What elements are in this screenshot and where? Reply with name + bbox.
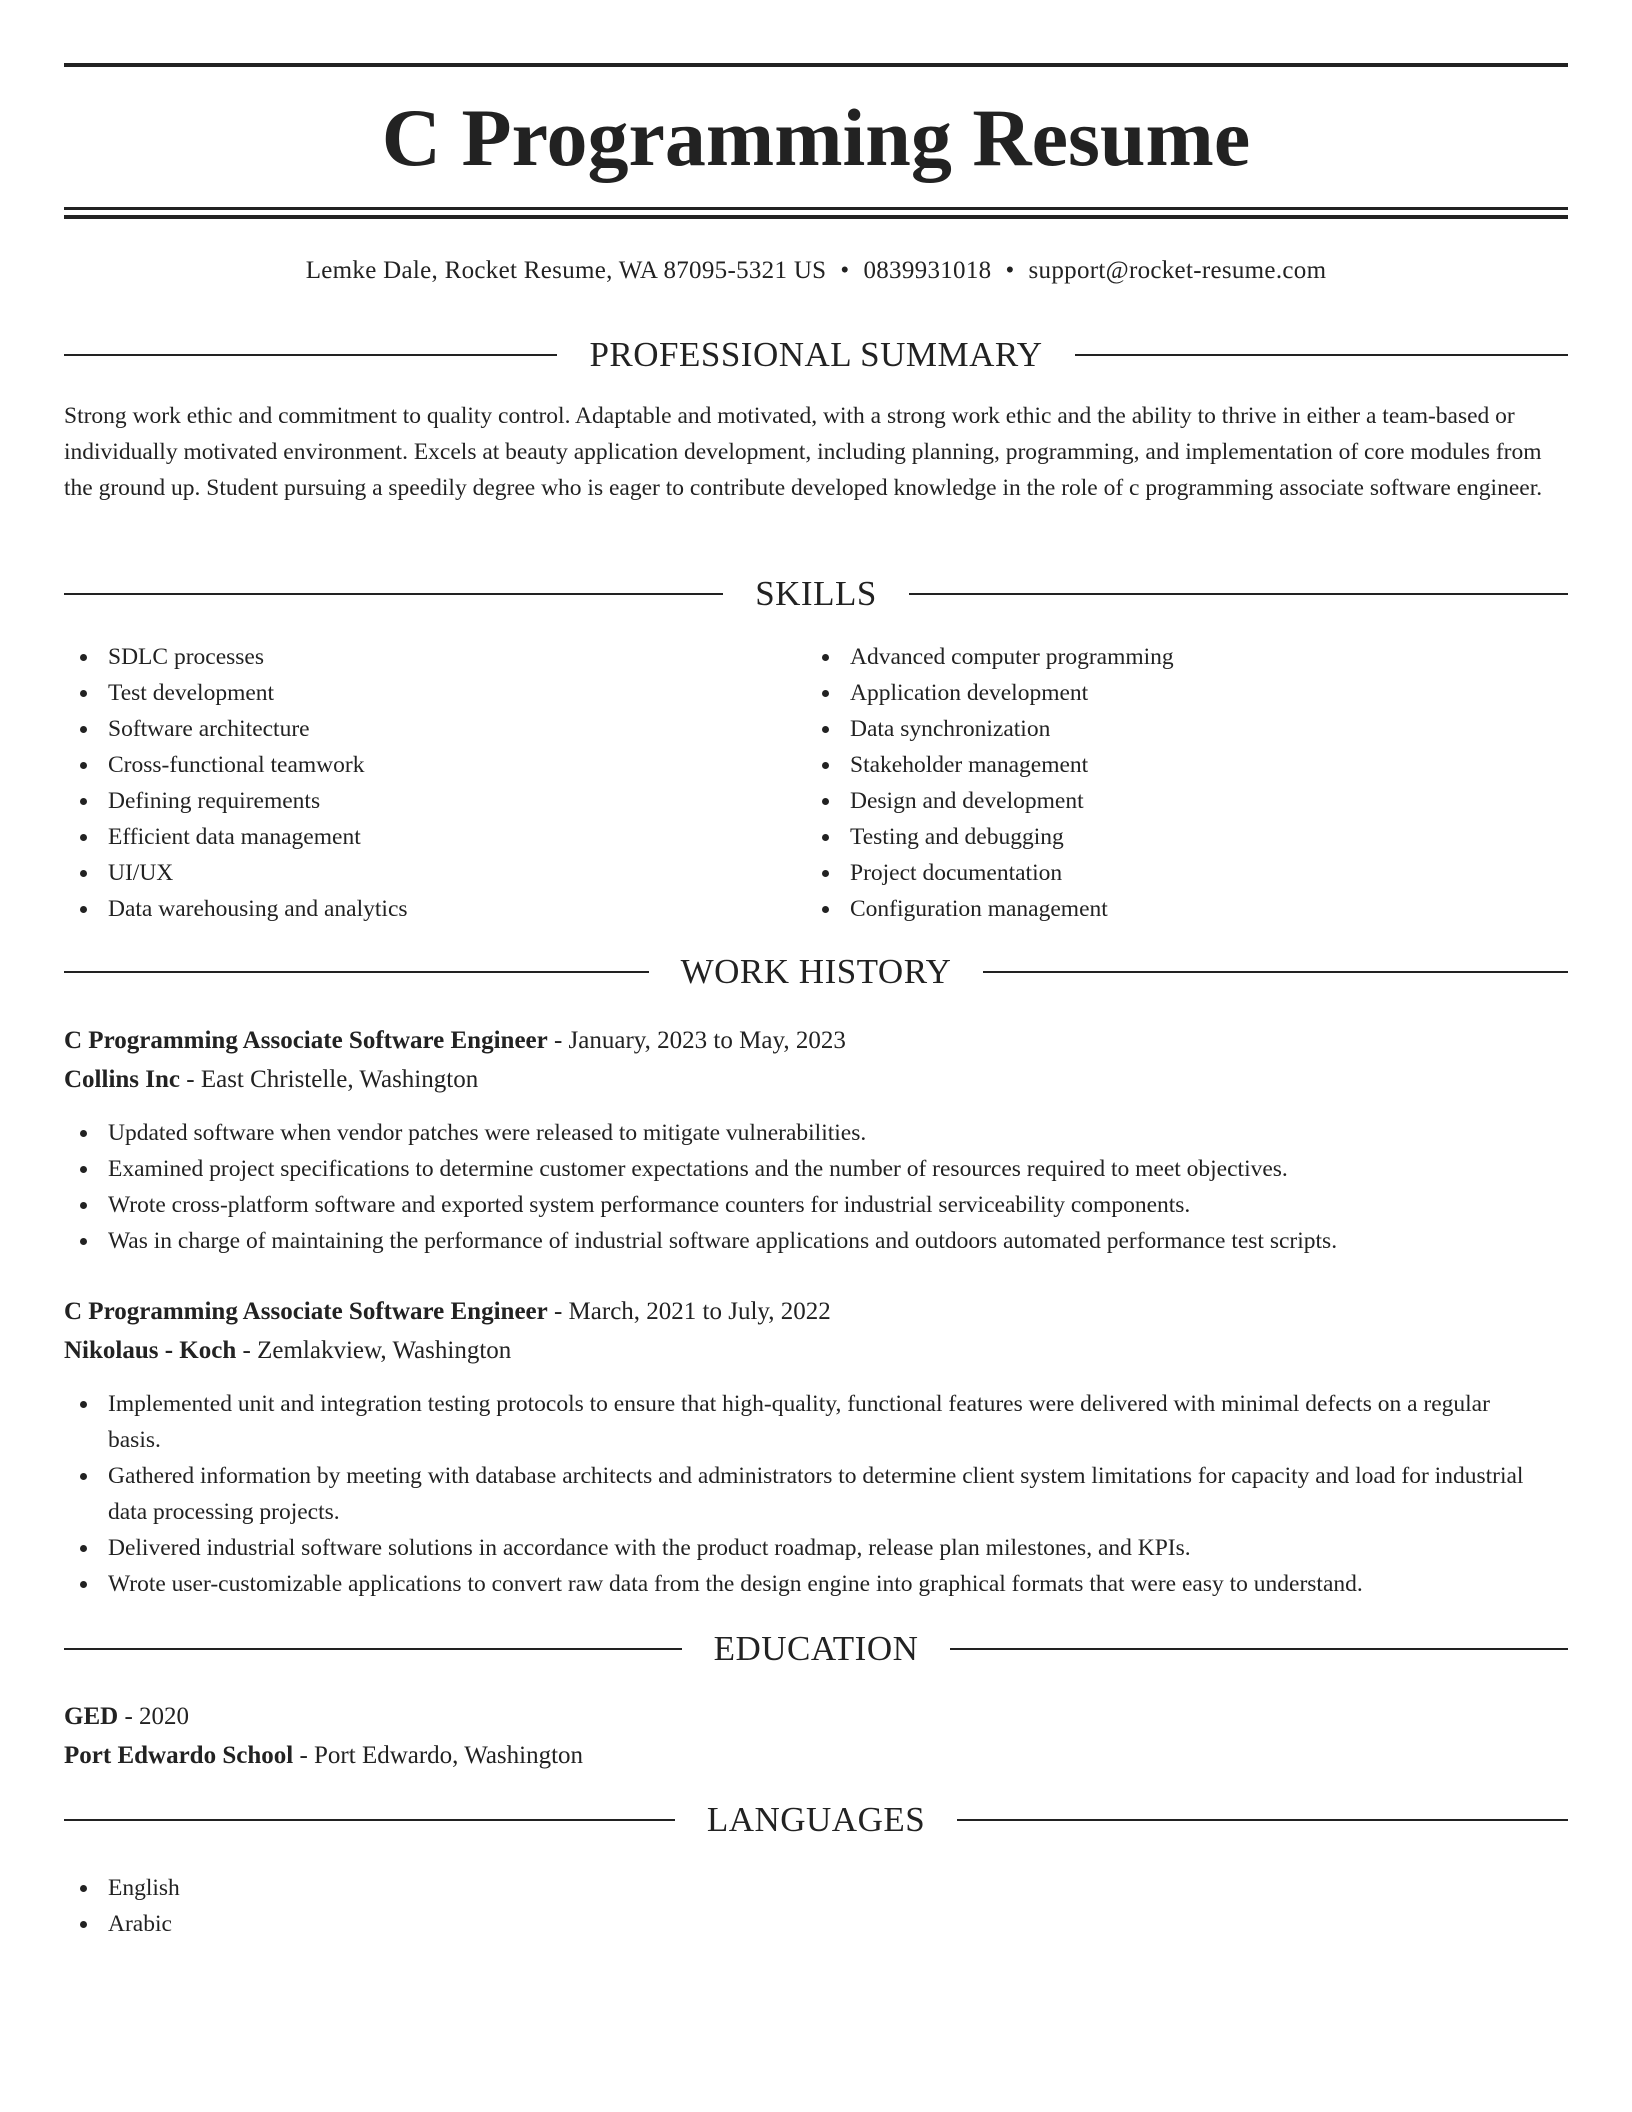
skill-item: Configuration management — [806, 891, 1546, 927]
section-title: PROFESSIONAL SUMMARY — [589, 335, 1043, 374]
skills-list-right — [806, 639, 1546, 927]
section-rule — [64, 1648, 682, 1650]
section-title: LANGUAGES — [706, 1800, 926, 1839]
education-school-line — [64, 1738, 1568, 1774]
section-rule — [950, 1648, 1568, 1650]
job-bullet: Examined project specifications to determine customer expectations and the number of resources required to meet objectives. — [64, 1151, 1568, 1187]
section-header-summary — [64, 335, 1568, 375]
skill-item: Testing and debugging — [806, 819, 1546, 855]
job-bullet: Implemented unit and integration testing protocols to ensure that high-quality, functional features were delivered with minimal defects on a regular basis. — [64, 1386, 1568, 1458]
contact-phone: 0839931018 — [863, 257, 992, 284]
skill-item: Advanced computer programming — [806, 639, 1546, 675]
skill-item: Stakeholder management — [806, 747, 1546, 783]
skills-list-left — [64, 639, 804, 927]
job-location: - East Christelle, Washington — [180, 1066, 479, 1093]
education-school: Port Edwardo School — [64, 1742, 294, 1769]
job-bullet: Gathered information by meeting with database architects and administrators to determine client system limitations for capacity and load for industrial data processing projects. — [64, 1458, 1568, 1530]
section-rule — [957, 1819, 1568, 1821]
section-rule — [909, 593, 1568, 595]
job-title-line — [64, 1294, 1568, 1330]
section-rule — [64, 971, 649, 973]
summary-paragraph: Strong work ethic and commitment to quality control. Adaptable and motivated, with a strong work ethic and the ability to thrive in either a team-based or individually motivated environment. Excels at beauty application development, including planning, programming, and implementation of core modules from the ground up. Student pursuing a speedily degree who is eager to contribute developed knowledge in the role of c programming associate software engineer. — [64, 403, 1543, 501]
job-bullets — [64, 1115, 1568, 1259]
section-rule — [64, 1819, 675, 1821]
job-bullets — [64, 1386, 1568, 1602]
languages-list — [64, 1870, 804, 1942]
job-title: C Programming Associate Software Engineer — [64, 1027, 548, 1054]
section-title: WORK HISTORY — [680, 952, 952, 991]
contact-line — [64, 254, 1568, 288]
education-degree-line — [64, 1699, 1568, 1735]
section-rule — [1075, 354, 1568, 356]
section-rule — [983, 971, 1568, 973]
skill-item: Software architecture — [64, 711, 804, 747]
contact-address: Lemke Dale, Rocket Resume, WA 87095-5321 US — [305, 257, 827, 284]
skill-item: Defining requirements — [64, 783, 804, 819]
job-dates: - January, 2023 to May, 2023 — [547, 1027, 846, 1054]
job-location: - Zemlakview, Washington — [236, 1337, 512, 1364]
skill-item: SDLC processes — [64, 639, 804, 675]
job-bullet: Was in charge of maintaining the performance of industrial software applications and outdoors automated performance test scripts. — [64, 1223, 1568, 1259]
job-bullet: Wrote user-customizable applications to convert raw data from the design engine into graphical formats that were easy to understand. — [64, 1566, 1568, 1602]
top-rule — [64, 63, 1568, 67]
job-company: Collins Inc — [64, 1066, 181, 1093]
section-title: SKILLS — [755, 574, 877, 613]
language-item: English — [64, 1870, 804, 1906]
skill-item: Project documentation — [806, 855, 1546, 891]
skill-item: Test development — [64, 675, 804, 711]
job-dates: - March, 2021 to July, 2022 — [547, 1298, 831, 1325]
skill-item: Efficient data management — [64, 819, 804, 855]
job-bullet: Wrote cross-platform software and exported system performance counters for industrial serviceability components. — [64, 1187, 1568, 1223]
job-company-line — [64, 1062, 1568, 1098]
job-bullet: Delivered industrial software solutions in accordance with the product roadmap, release plan milestones, and KPIs. — [64, 1530, 1568, 1566]
education-degree: GED — [64, 1703, 119, 1730]
skill-item: Data warehousing and analytics — [64, 891, 804, 927]
title-rule-upper — [64, 207, 1568, 210]
job-bullet: Updated software when vendor patches were released to mitigate vulnerabilities. — [64, 1115, 1568, 1151]
section-header-education — [64, 1629, 1568, 1669]
title-rule-lower — [64, 215, 1568, 219]
skill-item: Application development — [806, 675, 1546, 711]
education-year: - 2020 — [118, 1703, 190, 1730]
resume-title: C Programming Resume — [381, 92, 1251, 183]
section-rule — [64, 354, 557, 356]
job-title: C Programming Associate Software Engineer — [64, 1298, 548, 1325]
section-header-skills — [64, 574, 1568, 614]
contact-separator: • — [840, 257, 850, 284]
skill-item: UI/UX — [64, 855, 804, 891]
job-company-line — [64, 1333, 1568, 1369]
language-item: Arabic — [64, 1906, 804, 1942]
contact-email[interactable]: support@rocket-resume.com — [1028, 257, 1327, 284]
education-location: - Port Edwardo, Washington — [293, 1742, 584, 1769]
job-title-line — [64, 1023, 1568, 1059]
section-header-work — [64, 952, 1568, 992]
job-company: Nikolaus - Koch — [64, 1337, 237, 1364]
section-title: EDUCATION — [713, 1629, 919, 1668]
contact-separator: • — [1005, 257, 1015, 284]
skill-item: Design and development — [806, 783, 1546, 819]
skill-item: Cross-functional teamwork — [64, 747, 804, 783]
section-header-languages — [64, 1800, 1568, 1840]
skill-item: Data synchronization — [806, 711, 1546, 747]
section-rule — [64, 593, 723, 595]
